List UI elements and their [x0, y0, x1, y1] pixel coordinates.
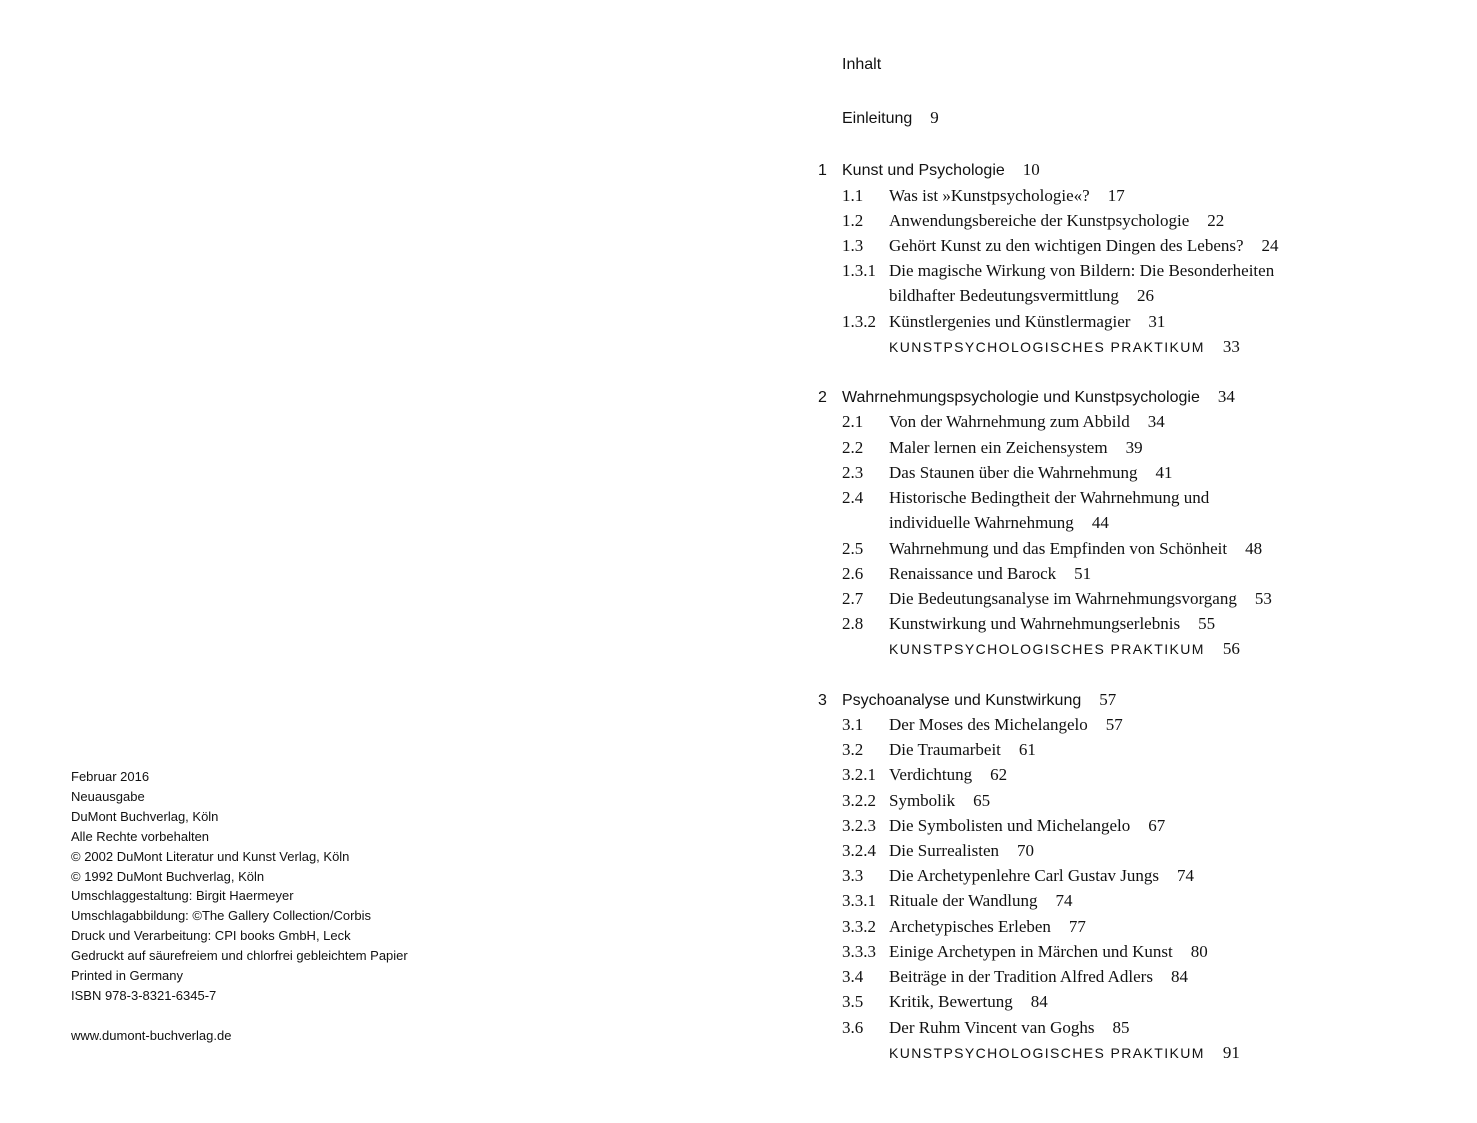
imprint-line: Umschlagabbildung: ©The Gallery Collection/Corbis	[71, 908, 372, 924]
section-title: Künstlergenies und Künstlermagier	[889, 312, 1131, 331]
toc-title: Inhalt	[842, 56, 882, 73]
section-page: 41	[1155, 463, 1173, 482]
toc-intro-entry[interactable]	[842, 108, 939, 128]
imprint-line: Gedruckt auf säurefreiem und chlorfrei gebleichtem Papier	[71, 948, 408, 964]
section-title: Einige Archetypen in Märchen und Kunst	[889, 942, 1173, 961]
section-number: 3.3	[842, 866, 864, 885]
section-number: 2.1	[842, 412, 864, 431]
section-number: 1.3	[842, 236, 864, 255]
section-number: 1.2	[842, 211, 864, 230]
section-title: Rituale der Wandlung	[889, 891, 1038, 910]
toc-section[interactable]	[842, 1015, 1362, 1040]
section-title: Der Moses des Michelangelo	[889, 715, 1088, 734]
section-title: Die Surrealisten	[889, 841, 999, 860]
chapter-heading[interactable]	[818, 384, 1235, 409]
section-page: 62	[990, 765, 1008, 784]
section-title: Die Bedeutungsanalyse im Wahrnehmungsvorgang	[889, 589, 1237, 608]
section-number: 3.2.3	[842, 816, 876, 835]
imprint-line: ISBN 978-3-8321-6345-7	[71, 987, 217, 1003]
section-title: Wahrnehmung und das Empfinden von Schönheit	[889, 539, 1228, 558]
section-number: 2.7	[842, 589, 864, 608]
imprint-line: © 2002 DuMont Literatur und Kunst Verlag, Köln	[71, 848, 350, 864]
section-title: Die Symbolisten und Michelangelo	[889, 816, 1131, 835]
section-page: 74	[1055, 891, 1073, 910]
chapter-title: Psychoanalyse und Kunstwirkung	[842, 692, 1082, 709]
chapter-page: 57	[1099, 690, 1117, 709]
section-page: 24	[1261, 236, 1279, 255]
practicum-label: KUNSTPSYCHOLOGISCHES PRAKTIKUM	[889, 641, 1205, 657]
practicum-page: 56	[1222, 639, 1240, 658]
practicum-page: 33	[1222, 337, 1240, 356]
section-title: Symbolik	[889, 791, 956, 810]
chapter-number: 1	[818, 162, 827, 179]
section-number: 3.2.4	[842, 841, 876, 860]
toc-section[interactable]	[842, 258, 1362, 308]
section-number: 2.2	[842, 438, 864, 457]
section-page: 34	[1147, 412, 1165, 431]
imprint-line: DuMont Buchverlag, Köln	[71, 808, 219, 824]
toc-section[interactable]	[842, 485, 1362, 535]
practicum-entry[interactable]	[889, 636, 1240, 662]
section-title: Anwendungsbereiche der Kunstpsychologie	[889, 211, 1190, 230]
imprint-line: Umschlaggestaltung: Birgit Haermeyer	[71, 888, 294, 904]
section-page: 53	[1254, 589, 1272, 608]
section-title: Historische Bedingtheit der Wahrnehmung und individuelle Wahrnehmung	[889, 488, 1210, 533]
imprint-line: © 1992 DuMont Buchverlag, Köln	[71, 868, 265, 884]
section-page: 22	[1207, 211, 1225, 230]
toc-section[interactable]	[842, 737, 1362, 762]
toc-section[interactable]	[842, 309, 1362, 334]
section-number: 3.6	[842, 1018, 864, 1037]
section-title: Die Archetypenlehre Carl Gustav Jungs	[889, 866, 1160, 885]
toc-section[interactable]	[842, 914, 1362, 939]
section-number: 3.3.2	[842, 917, 876, 936]
practicum-label: KUNSTPSYCHOLOGISCHES PRAKTIKUM	[889, 1045, 1205, 1061]
toc-section[interactable]	[842, 712, 1362, 737]
toc-section[interactable]	[842, 435, 1362, 460]
toc-section[interactable]	[842, 536, 1362, 561]
imprint-line: Druck und Verarbeitung: CPI books GmbH, Leck	[71, 928, 351, 944]
section-title: Archetypisches Erleben	[889, 917, 1051, 936]
section-title: Kunstwirkung und Wahrnehmungserlebnis	[889, 614, 1181, 633]
chapter-page: 10	[1022, 160, 1040, 179]
imprint	[71, 767, 491, 1046]
section-title: Die Traumarbeit	[889, 740, 1001, 759]
section-page: 67	[1148, 816, 1166, 835]
imprint-line: Printed in Germany	[71, 968, 183, 984]
toc-section[interactable]	[842, 183, 1362, 208]
section-number: 2.4	[842, 488, 864, 507]
toc-section[interactable]	[842, 964, 1362, 989]
chapter-page: 34	[1217, 387, 1235, 406]
section-number: 1.1	[842, 186, 864, 205]
toc-section[interactable]	[842, 762, 1362, 787]
section-title: Von der Wahrnehmung zum Abbild	[889, 412, 1130, 431]
section-page: 77	[1068, 917, 1086, 936]
toc-section[interactable]	[842, 788, 1362, 813]
chapter-heading[interactable]	[818, 157, 1040, 182]
section-number: 2.8	[842, 614, 864, 633]
section-number: 1.3.2	[842, 312, 876, 331]
section-page: 85	[1112, 1018, 1130, 1037]
section-title: Renaissance und Barock	[889, 564, 1057, 583]
section-number: 3.1	[842, 715, 864, 734]
imprint-line: Alle Rechte vorbehalten	[71, 828, 210, 844]
section-title: Gehört Kunst zu den wichtigen Dingen des Lebens?	[889, 236, 1244, 255]
practicum-entry[interactable]	[889, 334, 1240, 360]
section-title: Das Staunen über die Wahrnehmung	[889, 463, 1138, 482]
section-page: 48	[1245, 539, 1263, 558]
section-page: 39	[1125, 438, 1143, 457]
section-page: 80	[1190, 942, 1208, 961]
toc-section[interactable]	[842, 939, 1362, 964]
section-page: 84	[1030, 992, 1048, 1011]
toc-section[interactable]	[842, 611, 1362, 636]
chapter-title: Kunst und Psychologie	[842, 162, 1005, 179]
practicum-label: KUNSTPSYCHOLOGISCHES PRAKTIKUM	[889, 339, 1205, 355]
toc-section[interactable]	[842, 208, 1362, 233]
toc-section[interactable]	[842, 460, 1362, 485]
section-number: 3.5	[842, 992, 864, 1011]
section-title: Der Ruhm Vincent van Goghs	[889, 1018, 1095, 1037]
practicum-entry[interactable]	[889, 1040, 1240, 1066]
section-number: 3.4	[842, 967, 864, 986]
practicum-page: 91	[1222, 1043, 1240, 1062]
section-page: 74	[1177, 866, 1195, 885]
section-title: Beiträge in der Tradition Alfred Adlers	[889, 967, 1153, 986]
section-page: 65	[973, 791, 991, 810]
section-number: 1.3.1	[842, 261, 876, 280]
section-title: Kritik, Bewertung	[889, 992, 1013, 1011]
chapter-heading[interactable]	[818, 687, 1116, 712]
publisher-url[interactable]: www.dumont-buchverlag.de	[71, 1027, 232, 1043]
section-page: 26	[1136, 286, 1154, 306]
section-page: 51	[1074, 564, 1092, 583]
section-page: 57	[1105, 715, 1123, 734]
section-title: Was ist »Kunstpsychologie«?	[889, 186, 1090, 205]
section-number: 3.2.2	[842, 791, 876, 810]
section-number: 3.3.3	[842, 942, 876, 961]
imprint-line: Neuausgabe	[71, 788, 145, 804]
section-number: 3.3.1	[842, 891, 876, 910]
imprint-line: Februar 2016	[71, 769, 150, 784]
section-number: 2.5	[842, 539, 864, 558]
intro-label: Einleitung	[842, 110, 913, 127]
section-number: 2.3	[842, 463, 864, 482]
chapter-title: Wahrnehmungspsychologie und Kunstpsychologie	[842, 389, 1200, 406]
section-page: 61	[1018, 740, 1036, 759]
section-title: Die magische Wirkung von Bildern: Die Besonderheiten bildhafter Bedeutungsvermittlung	[889, 261, 1275, 306]
intro-page: 9	[930, 108, 939, 127]
section-page: 70	[1017, 841, 1034, 860]
section-page: 44	[1091, 513, 1109, 533]
section-page: 17	[1107, 186, 1125, 205]
section-number: 3.2.1	[842, 765, 876, 784]
toc-section[interactable]	[842, 838, 1362, 863]
section-number: 3.2	[842, 740, 864, 759]
toc-section[interactable]	[842, 409, 1362, 434]
toc-section[interactable]	[842, 586, 1362, 611]
toc-section[interactable]	[842, 233, 1362, 258]
section-page: 84	[1170, 967, 1188, 986]
toc-section[interactable]	[842, 561, 1362, 586]
section-title: Verdichtung	[889, 765, 973, 784]
chapter-number: 2	[818, 389, 827, 406]
toc-section[interactable]	[842, 813, 1362, 838]
section-number: 2.6	[842, 564, 864, 583]
toc-section[interactable]	[842, 989, 1362, 1014]
section-title: Maler lernen ein Zeichensystem	[889, 438, 1108, 457]
toc-section[interactable]	[842, 888, 1362, 913]
section-page: 55	[1198, 614, 1216, 633]
chapter-number: 3	[818, 692, 827, 709]
section-page: 31	[1148, 312, 1166, 331]
toc-section[interactable]	[842, 863, 1362, 888]
